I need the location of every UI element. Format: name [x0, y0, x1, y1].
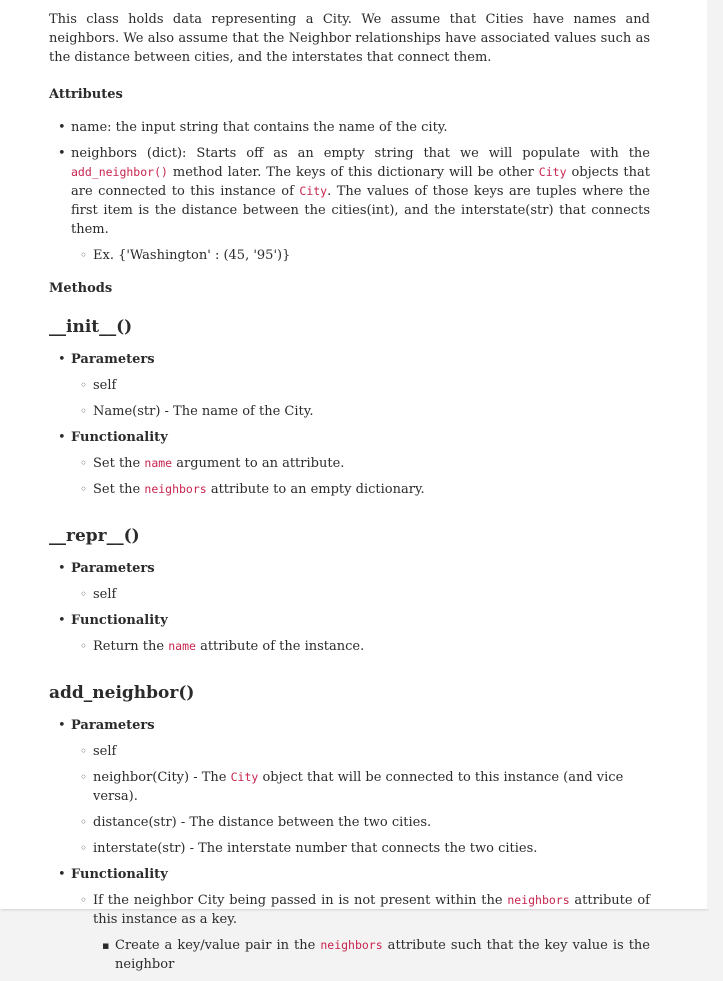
- repr-parameters: [49, 559, 650, 604]
- add-neighbor-functionality-label: Functionality: [71, 867, 168, 882]
- code-city: City: [299, 184, 328, 198]
- init-func-2: [71, 480, 650, 499]
- viewer-gutter: [707, 0, 723, 909]
- add-neighbor-param-distance: ◦ distance(str) - The distance between the two cities.: [71, 813, 650, 832]
- code-city: City: [538, 165, 567, 179]
- code-add-neighbor: add_neighbor(): [71, 165, 168, 179]
- add-neighbor-parameters-label: Parameters: [71, 718, 155, 733]
- add-neighbor-param-neighbor: [71, 768, 650, 806]
- repr-functionality: [49, 611, 650, 656]
- init-functionality: [49, 428, 650, 499]
- init-func-1-text-b: argument to an attribute.: [172, 456, 345, 471]
- neighbors-text-1: neighbors (dict): Starts off as an empty string that we will populate with the: [71, 146, 650, 161]
- init-functionality-label: Functionality: [71, 430, 168, 445]
- neighbors-example: ◦ Ex. {'Washington' : (45, '95')}: [71, 246, 650, 265]
- intro-paragraph: This class holds data representing a City. We assume that Cities have names and neighbors. We also assume that the Neighbor relationships have associated values such as the distance between cities, and the interstates that connect them.: [49, 12, 650, 65]
- method-init-title: __init__(): [49, 317, 133, 337]
- neighbors-example-list: [71, 246, 650, 265]
- param-neighbor-text-b: object that will be connected to this instance (and vice versa).: [93, 770, 624, 804]
- repr-list: [49, 559, 650, 656]
- add-neighbor-parameters: [49, 716, 650, 858]
- init-func-2-text-a: Set the: [93, 482, 145, 497]
- repr-func-1-text-a: Return the: [93, 639, 169, 654]
- add-neighbor-parameters-list: [71, 742, 650, 858]
- add-neighbor-functionality: [49, 865, 650, 974]
- add-neighbor-func-1-text-b: attribute of this instance as a key.: [93, 893, 650, 927]
- repr-param-self: ◦ self: [71, 585, 650, 604]
- add-neighbor-func-1-sub: [93, 936, 650, 974]
- repr-func-1-text-b: attribute of the instance.: [195, 639, 365, 654]
- add-neighbor-functionality-list: [71, 891, 650, 974]
- add-neighbor-param-self: ◦ self: [71, 742, 650, 761]
- neighbors-text-3: objects that are connected to this instance of: [71, 165, 651, 199]
- init-param-name: ◦ Name(str) - The name of the City.: [71, 402, 650, 421]
- repr-parameters-label: Parameters: [71, 561, 155, 576]
- repr-parameters-list: [71, 585, 650, 604]
- func-1-sub-text-a: Create a key/value pair in the: [115, 938, 321, 953]
- attribute-neighbors-item: [49, 144, 650, 265]
- code-city: City: [230, 770, 259, 784]
- init-parameters-list: [71, 376, 650, 421]
- init-func-2-text-b: attribute to an empty dictionary.: [206, 482, 425, 497]
- init-parameters-label: Parameters: [71, 352, 155, 367]
- document-content: [49, 10, 650, 981]
- func-1-sub-text-b: attribute such that the key value is the neighbor: [115, 938, 650, 972]
- init-func-1-text-a: Set the: [93, 456, 145, 471]
- add-neighbor-func-1: [71, 891, 650, 974]
- code-name: name: [144, 456, 173, 470]
- init-parameters: [49, 350, 650, 421]
- repr-functionality-label: Functionality: [71, 613, 168, 628]
- code-name: name: [168, 639, 196, 653]
- init-func-1: [71, 454, 650, 473]
- attribute-name-item: [49, 118, 650, 137]
- attributes-list: [49, 118, 650, 265]
- repr-func-1: [71, 637, 650, 656]
- method-add-neighbor-title: add_neighbor(): [49, 683, 195, 703]
- code-neighbors: neighbors: [320, 938, 383, 952]
- init-functionality-list: [71, 454, 650, 499]
- init-param-self: ◦ self: [71, 376, 650, 395]
- attribute-name-text: name: the input string that contains the name of the city.: [71, 120, 448, 135]
- param-neighbor-text-a: neighbor(City) - The: [93, 770, 231, 785]
- repr-functionality-list: [71, 637, 650, 656]
- init-list: [49, 350, 650, 499]
- code-neighbors: neighbors: [507, 893, 570, 907]
- add-neighbor-func-1-sublist: [93, 936, 650, 974]
- methods-heading: Methods: [49, 281, 113, 296]
- add-neighbor-func-1-text-a: If the neighbor City being passed in is not present within the: [93, 893, 508, 908]
- code-neighbors: neighbors: [144, 482, 207, 496]
- neighbors-text-4: . The values of those keys are tuples where the first item is the distance between the cities(int), and the interstate(str) that connects them.: [71, 184, 650, 237]
- add-neighbor-list: [49, 716, 650, 974]
- neighbors-text-2: method later. The keys of this dictionary will be other: [167, 165, 539, 180]
- add-neighbor-param-interstate: ◦ interstate(str) - The interstate number that connects the two cities.: [71, 839, 650, 858]
- method-repr-title: __repr__(): [49, 526, 140, 546]
- attributes-heading: Attributes: [49, 87, 123, 102]
